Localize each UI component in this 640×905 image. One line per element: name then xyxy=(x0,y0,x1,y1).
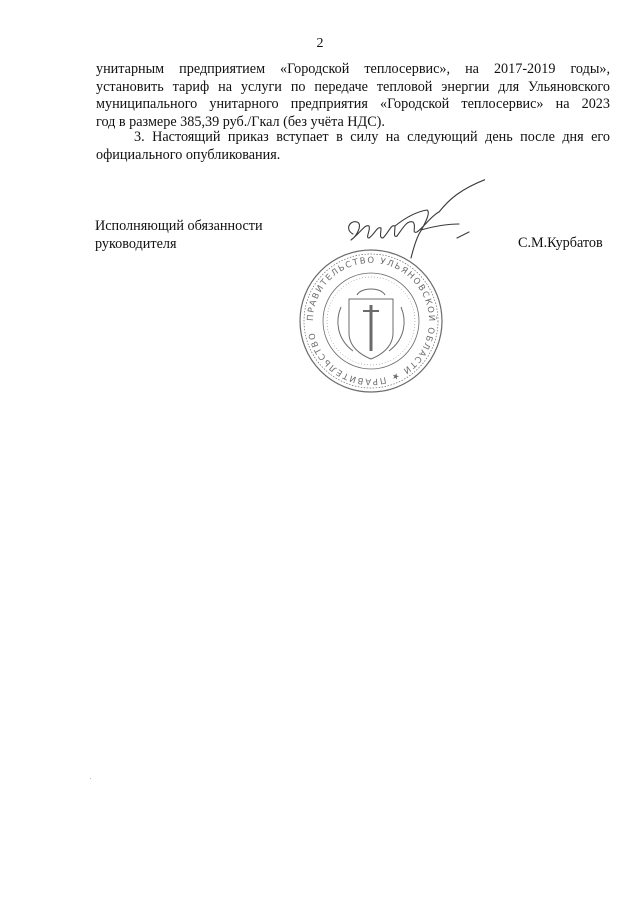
text-line: муниципального унитарного предприятия «Городской теплосервис» на 2023 xyxy=(96,96,610,112)
paragraph-tariff xyxy=(96,61,610,131)
text-line: официального опубликования. xyxy=(96,146,281,163)
text-line: установить тариф на услуги по передаче тепловой энергии для Ульяновского xyxy=(96,78,610,95)
official-stamp xyxy=(297,247,445,395)
signatory-position xyxy=(95,217,263,253)
text-line: 3. Настоящий приказ вступает в силу на следующий день после дня его xyxy=(134,129,610,145)
scan-speck xyxy=(90,778,91,779)
position-line: Исполняющий обязанности xyxy=(95,218,263,234)
page-number: 2 xyxy=(316,36,324,51)
svg-text:ПРАВИТЕЛЬСТВО УЛЬЯНОВСКОЙ ОБЛА: ПРАВИТЕЛЬСТВО УЛЬЯНОВСКОЙ ОБЛАСТИ ★ ПРАВИТЕЛЬСТВО xyxy=(305,255,437,387)
signatory-name: С.М.Курбатов xyxy=(518,235,603,251)
position-line: руководителя xyxy=(95,236,177,252)
paragraph-effective-date xyxy=(96,129,610,164)
text-line: унитарным предприятием «Городской теплосервис», на 2017-2019 годы», xyxy=(96,61,610,77)
text-line: год в размере 385,39 руб./Гкал (без учёта НДС). xyxy=(96,113,385,130)
